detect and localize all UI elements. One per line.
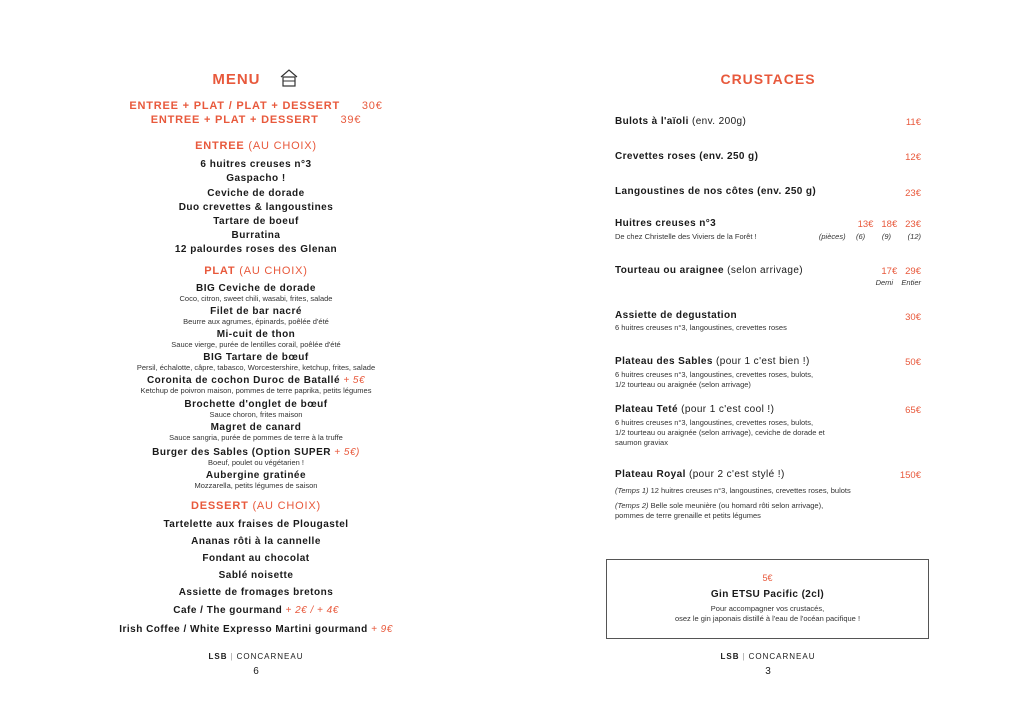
- crust-desc-time: (Temps 1): [615, 486, 649, 495]
- crust-desc-line: [615, 486, 925, 496]
- crust-item-desc: [615, 418, 905, 448]
- page-number: 3: [765, 666, 771, 677]
- plat-item-desc: Ketchup de poivron maison, pommes de terre paprika, petits légumes: [140, 386, 372, 395]
- plat-item: [0, 399, 512, 410]
- plat-heading: [0, 265, 512, 277]
- crust-item-desc: [615, 486, 925, 521]
- page-number: 6: [253, 666, 259, 677]
- crust-item-name: [615, 404, 774, 415]
- crust-item-label: Plateau Teté: [615, 404, 678, 415]
- crust-item-name: [615, 116, 746, 127]
- plat-item-name: Brochette d'onglet de bœuf: [184, 399, 328, 410]
- crust-desc-time: (Temps 2): [615, 501, 649, 510]
- crust-item-label: Tourteau ou araignee: [615, 265, 724, 276]
- entree-heading: [0, 140, 512, 152]
- crust-item-name: [615, 265, 803, 276]
- crust-item-price: 23€: [905, 188, 921, 199]
- plat-item: [0, 329, 512, 340]
- entree-item: Tartare de boeuf: [213, 216, 299, 227]
- plat-item: [0, 352, 512, 363]
- formula-1-label: ENTREE + PLAT / PLAT + DESSERT: [129, 100, 340, 112]
- crustaces-title: CRUSTACES: [720, 71, 816, 87]
- crust-item-name: [615, 356, 810, 367]
- crust-item-name: [615, 218, 716, 229]
- plat-item-name: Coronita de cochon Duroc de Batallé: [146, 375, 341, 386]
- entree-heading-text: ENTREE: [195, 140, 245, 152]
- gin-desc-line: Pour accompagner vos crustacés,: [710, 604, 825, 613]
- plat-item: [0, 447, 512, 458]
- formula-2-price: 39€: [340, 114, 362, 126]
- entree-item: Ceviche de dorade: [207, 188, 305, 199]
- footer-brand-name: LSB: [208, 652, 228, 661]
- crust-item-label: Plateau Royal: [615, 469, 686, 480]
- plat-heading-text: PLAT: [204, 265, 236, 277]
- gin-price: 5€: [762, 573, 773, 583]
- dessert-item: [0, 553, 512, 564]
- formula-1-price: 30€: [361, 100, 383, 112]
- plat-item-name: BIG Tartare de bœuf: [203, 352, 309, 363]
- crust-item-label: Assiette de degustation: [615, 310, 737, 321]
- menu-title: [0, 68, 512, 92]
- crust-item-paren: (env. 200g): [691, 116, 747, 127]
- plat-item-desc: Beurre aux agrumes, épinards, poêlée d'été: [183, 317, 329, 326]
- entree-heading-paren: (AU CHOIX): [248, 140, 317, 152]
- dessert-item-extra: + 2€ / + 4€: [285, 605, 339, 616]
- crust-item-desc: 6 huitres creuses n°3, langoustines, crevettes roses: [615, 323, 787, 332]
- crust-item-price: 150€: [899, 470, 921, 481]
- gin-desc-line: osez le gin japonais distillé à l'eau de l'océan pacifique !: [674, 614, 861, 623]
- crust-item-price: 11€: [905, 117, 921, 128]
- plat-item-desc: Sauce choron, frites maison: [209, 410, 303, 419]
- dessert-heading: [0, 500, 512, 512]
- crust-item-price: 30€: [905, 312, 921, 323]
- footer-brand-place: CONCARNEAU: [748, 652, 816, 661]
- crust-item-paren: (selon arrivage): [727, 265, 804, 276]
- plat-item-name: Filet de bar nacré: [210, 306, 302, 317]
- dessert-item-name: Ananas rôti à la cannelle: [191, 536, 321, 547]
- plat-item-desc: Boeuf, poulet ou végétarien !: [208, 458, 304, 467]
- dessert-item-name: Assiette de fromages bretons: [178, 587, 334, 598]
- dessert-item: [0, 536, 512, 547]
- entree-item: Burratina: [231, 230, 281, 241]
- crust-item-price: 65€: [905, 405, 921, 416]
- plat-item: [0, 306, 512, 317]
- dessert-item-name: Tartelette aux fraises de Plougastel: [163, 519, 349, 530]
- plat-heading-paren: (AU CHOIX): [239, 265, 308, 277]
- plat-item: [0, 422, 512, 433]
- crust-desc-line: 1/2 tourteau ou araignée (selon arrivage), ceviche de dorade et: [615, 428, 825, 437]
- plat-item: [0, 283, 512, 294]
- dessert-item-name: Fondant au chocolat: [202, 553, 310, 564]
- footer-brand: LSB | CONCARNEAU: [208, 652, 304, 661]
- entree-item: Gaspacho !: [226, 173, 286, 184]
- plat-item-name: BIG Ceviche de dorade: [196, 283, 316, 294]
- plat-item-desc: Sauce vierge, purée de lentilles corail, poêlée d'été: [171, 340, 341, 349]
- crust-item-paren: (pour 1 c'est cool !): [681, 404, 775, 415]
- dessert-item: [0, 570, 512, 581]
- gin-desc: [607, 604, 928, 624]
- dessert-item: [0, 587, 512, 598]
- crust-item-desc: [615, 370, 905, 390]
- dessert-item: [0, 605, 512, 616]
- plat-item-desc: Coco, citron, sweet chili, wasabi, frites, salade: [179, 294, 333, 303]
- crust-desc-line: 6 huitres creuses n°3, langoustines, crevettes roses, bulots,: [615, 370, 814, 379]
- gin-box: [606, 559, 929, 639]
- right-page: [512, 0, 1024, 724]
- plat-item-extra: + 5€): [334, 447, 360, 458]
- entree-item: Duo crevettes & langoustines: [178, 202, 334, 213]
- dessert-item-name: Irish Coffee / White Expresso Martini gourmand: [119, 624, 368, 635]
- formula-2-label: ENTREE + PLAT + DESSERT: [150, 114, 319, 126]
- entree-item: 6 huitres creuses n°3: [200, 159, 312, 170]
- crust-item-label: Langoustines de nos côtes (env. 250 g): [615, 186, 817, 197]
- plat-item-name: Magret de canard: [210, 422, 302, 433]
- formula-2: [0, 114, 512, 126]
- crust-desc-text: De chez Christelle des Viviers de la Forêt !: [615, 232, 757, 241]
- plat-item-name: Mi-cuit de thon: [216, 329, 296, 340]
- plat-item-name: Burger des Sables (Option SUPER: [152, 447, 331, 458]
- dessert-item-name: Sablé noisette: [218, 570, 294, 581]
- gin-name: Gin ETSU Pacific (2cl): [710, 589, 825, 600]
- crust-item-sub: (pièces) (6) (9) (12): [818, 232, 921, 241]
- dessert-heading-text: DESSERT: [191, 500, 249, 512]
- crust-desc-line: 1/2 tourteau ou araignée (selon arrivage): [615, 380, 751, 389]
- dessert-item-extra: + 9€: [371, 624, 393, 635]
- plat-item-desc: Persil, échalotte, câpre, tabasco, Worcestershire, ketchup, frites, salade: [136, 363, 376, 372]
- crust-desc-line: 6 huitres creuses n°3, langoustines, crevettes roses, bulots,: [615, 418, 814, 427]
- plat-item-extra: + 5€: [343, 375, 366, 386]
- crust-item-label: Plateau des Sables: [615, 356, 713, 367]
- crust-item-name: [615, 469, 785, 480]
- crust-item-sub: Demi Entier: [875, 278, 921, 287]
- crust-desc-line: saumon graviax: [615, 438, 668, 447]
- crust-item-label: Crevettes roses (env. 250 g): [615, 151, 759, 162]
- crust-item-label: Huitres creuses n°3: [615, 218, 717, 229]
- entree-item: 12 palourdes roses des Glenan: [174, 244, 338, 255]
- plat-item-desc: Sauce sangria, purée de pommes de terre à la truffe: [169, 433, 343, 442]
- crust-item-label: Bulots à l'aïoli: [615, 116, 689, 127]
- footer-brand-name: LSB: [720, 652, 740, 661]
- crust-item-price: 17€ 29€: [881, 266, 921, 277]
- crust-item-name: [615, 310, 737, 321]
- crust-desc-text: Belle sole meunière (ou homard rôti selon arrivage),: [650, 501, 824, 510]
- crust-item-price: 12€: [905, 152, 921, 163]
- crust-desc-line: pommes de terre grenaille et petits légumes: [615, 511, 761, 520]
- crust-desc-text: 12 huitres creuses n°3, langoustines, crevettes roses, bulots: [650, 486, 851, 495]
- crust-desc-line: [615, 501, 925, 511]
- dessert-item: [0, 519, 512, 530]
- footer-brand-place: CONCARNEAU: [236, 652, 304, 661]
- house-icon: [278, 68, 300, 92]
- crust-item-paren: (pour 2 c'est stylé !): [688, 469, 785, 480]
- formula-1: [0, 100, 512, 112]
- plat-item-desc: Mozzarella, petits légumes de saison: [194, 481, 318, 490]
- dessert-heading-paren: (AU CHOIX): [252, 500, 321, 512]
- menu-title-text: MENU: [212, 70, 261, 88]
- dessert-item-name: Cafe / The gourmand: [173, 605, 283, 616]
- crust-item-price: 13€ 18€ 23€: [857, 219, 921, 230]
- plat-item: [0, 375, 512, 386]
- plat-item: [0, 470, 512, 481]
- plat-item-name: Aubergine gratinée: [205, 470, 307, 481]
- crust-item-price: 50€: [905, 357, 921, 368]
- dessert-item: [0, 624, 512, 635]
- crust-item-name: [615, 186, 816, 197]
- crust-item-paren: (pour 1 c'est bien !): [716, 356, 810, 367]
- footer-brand: LSB | CONCARNEAU: [720, 652, 816, 661]
- crust-item-name: [615, 151, 758, 162]
